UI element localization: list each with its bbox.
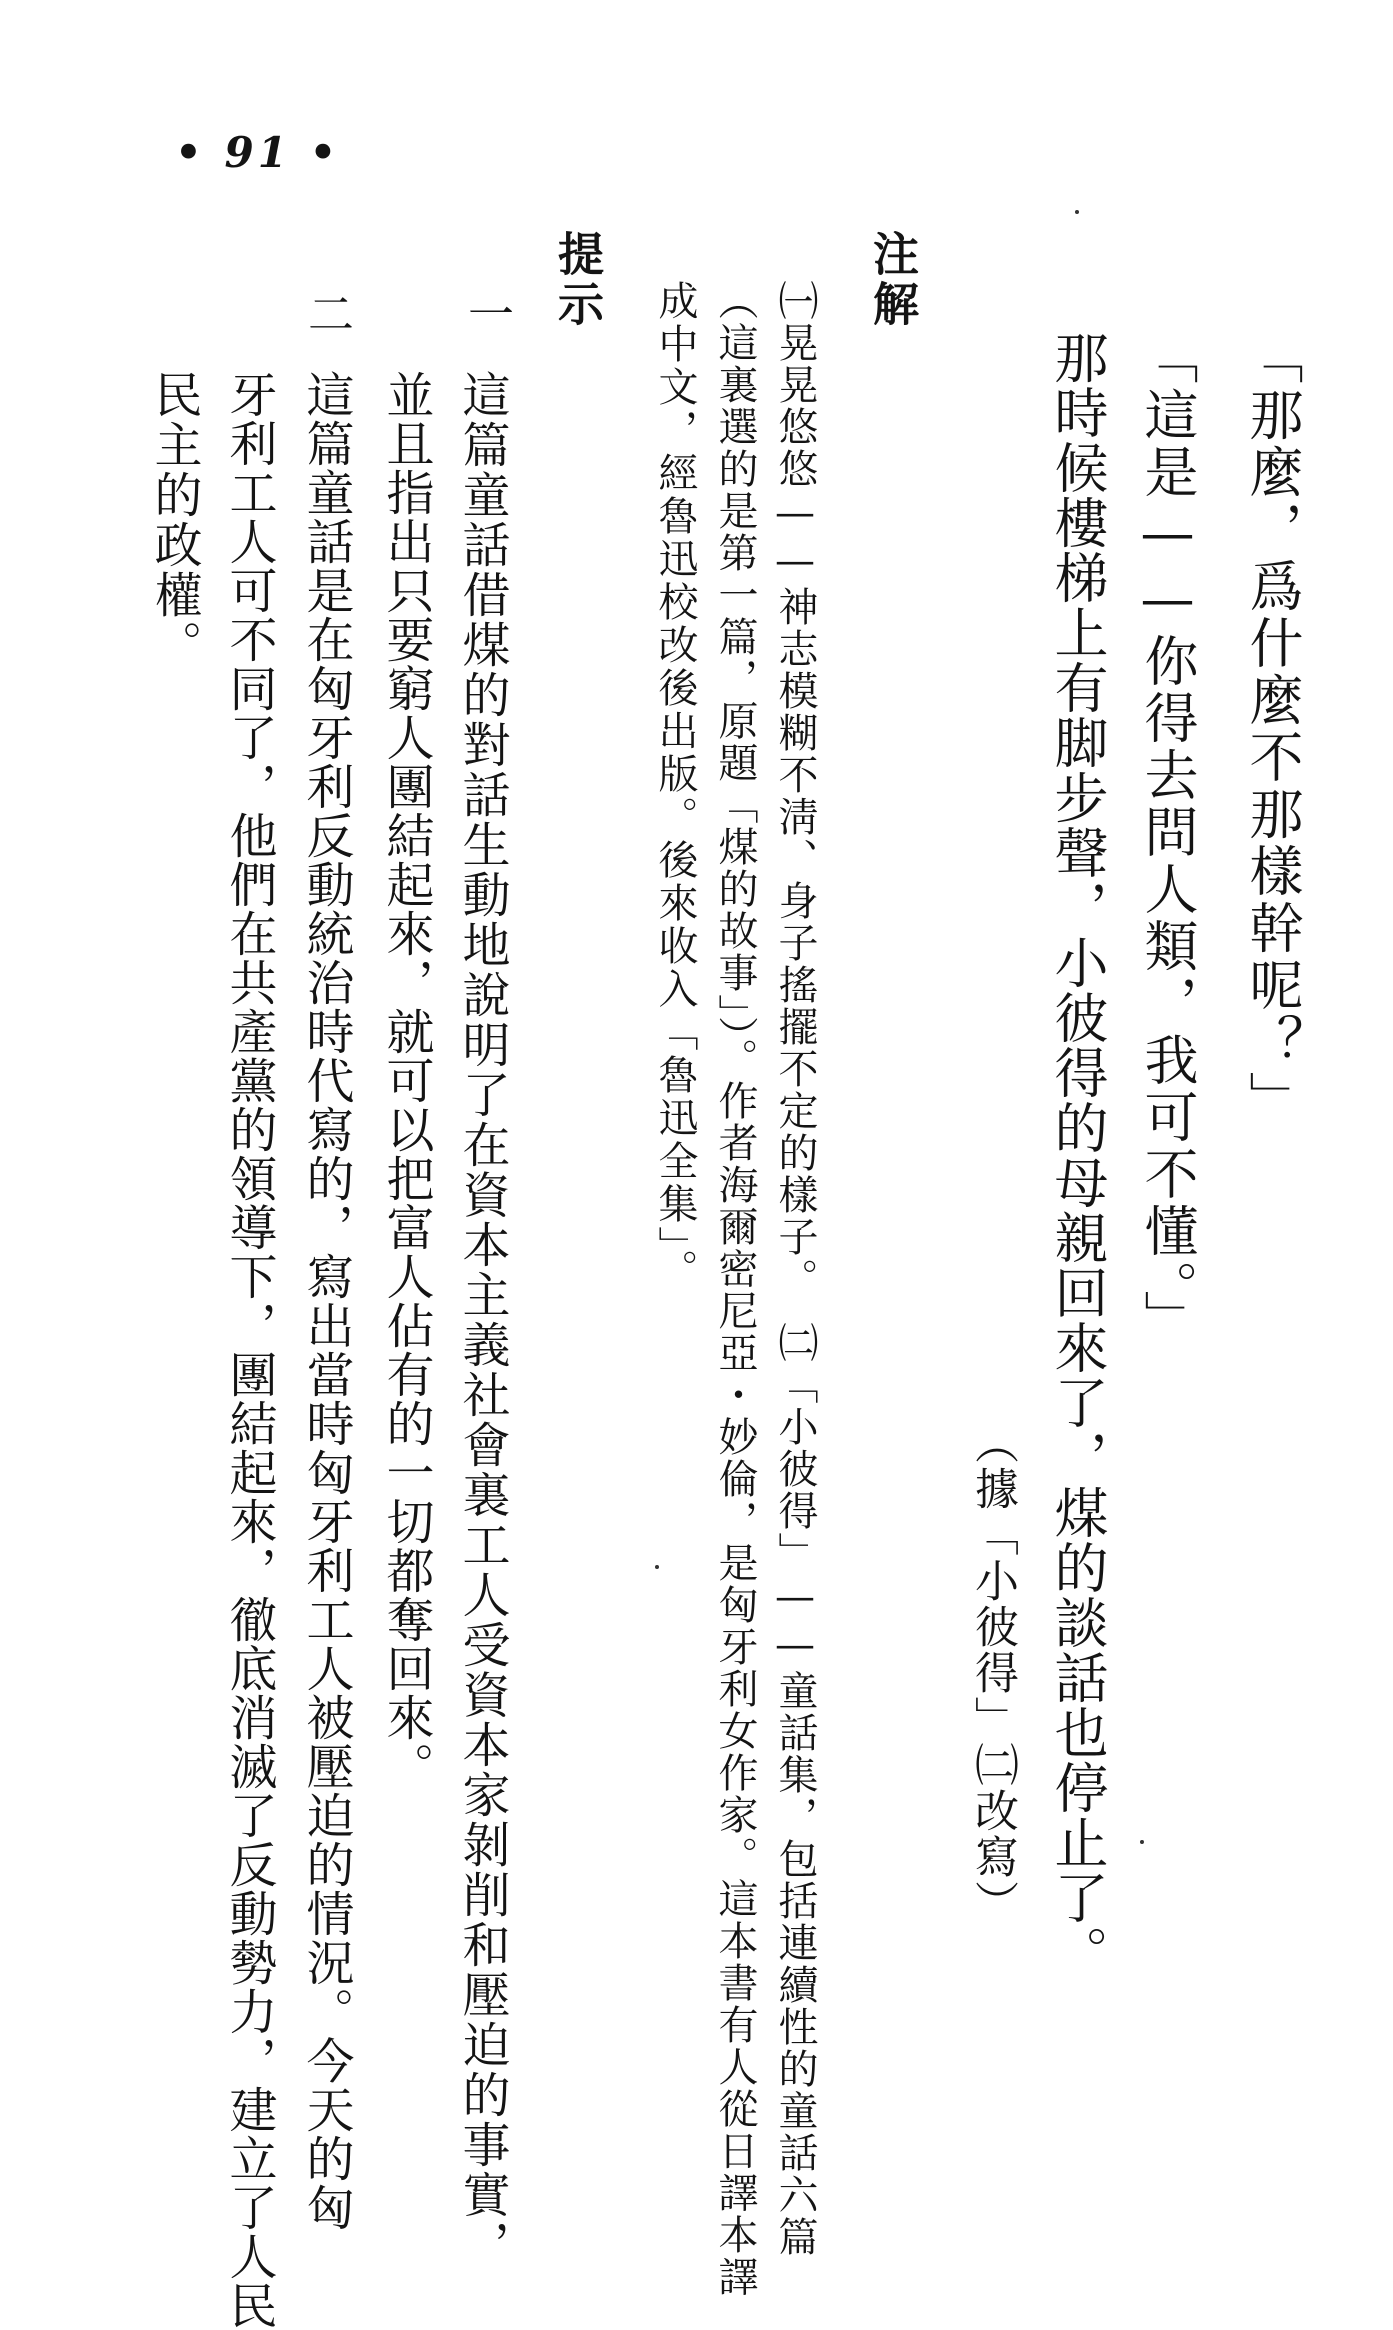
note-line-1: ㈠晃晃悠悠——神志模糊不淸、身子搖擺不定的樣子。 ㈡「小彼得」——童話集，包括連續性的童話六篇 (772, 280, 818, 2258)
tip-2-line-2: 牙利工人可不同了，他們在共產黨的領導下，團結起來，徹底消滅了反動勢力，建立了人民 (221, 370, 277, 2330)
tip-2-line-1: 這篇童話是在匈牙利反動統治時代寫的，寫出當時匈牙利工人被壓迫的情況。今天的匈 (298, 370, 354, 2232)
note-line-3: 成中文，經魯迅校改後出版。後來收入「魯迅全集」。 (652, 280, 698, 1292)
story-line-1: 「那麼，爲什麼不那樣幹呢？」 (1241, 330, 1304, 1128)
story-line-3: 那時候樓梯上有脚步聲，小彼得的母親回來了，煤的談話也停止了。 (1046, 330, 1109, 1980)
scan-speck (1075, 210, 1079, 214)
note-line-2: （這裏選的是第一篇，原題「煤的故事」）。作者海爾密尼亞・妙倫，是匈牙利女作家。這本書有人從日譯本譯 (712, 280, 758, 2298)
tip-1-number: 一 (461, 290, 515, 336)
page-number: • 91 • (175, 128, 341, 177)
scan-speck (655, 1565, 659, 1569)
tip-1-line-1: 這篇童話借煤的對話生動地說明了在資本主義社會裏工人受資本家剝削和壓迫的事實， (454, 370, 510, 2270)
tip-1-line-2: 並且指出只要窮人團結起來，就可以把富人佔有的一切都奪回來。 (378, 370, 434, 1791)
tips-heading: 提示 (551, 230, 605, 330)
tip-2-number: 二 (301, 290, 355, 336)
scan-speck (1140, 1840, 1144, 1844)
tip-2-line-3: 民主的政權。 (146, 370, 202, 670)
story-line-2: 「這是——你得去問人類，我可不懂。」 (1136, 330, 1199, 1347)
notes-heading: 注解 (866, 230, 920, 330)
story-source: （據「小彼得」㈡改寫） (967, 1420, 1018, 1926)
